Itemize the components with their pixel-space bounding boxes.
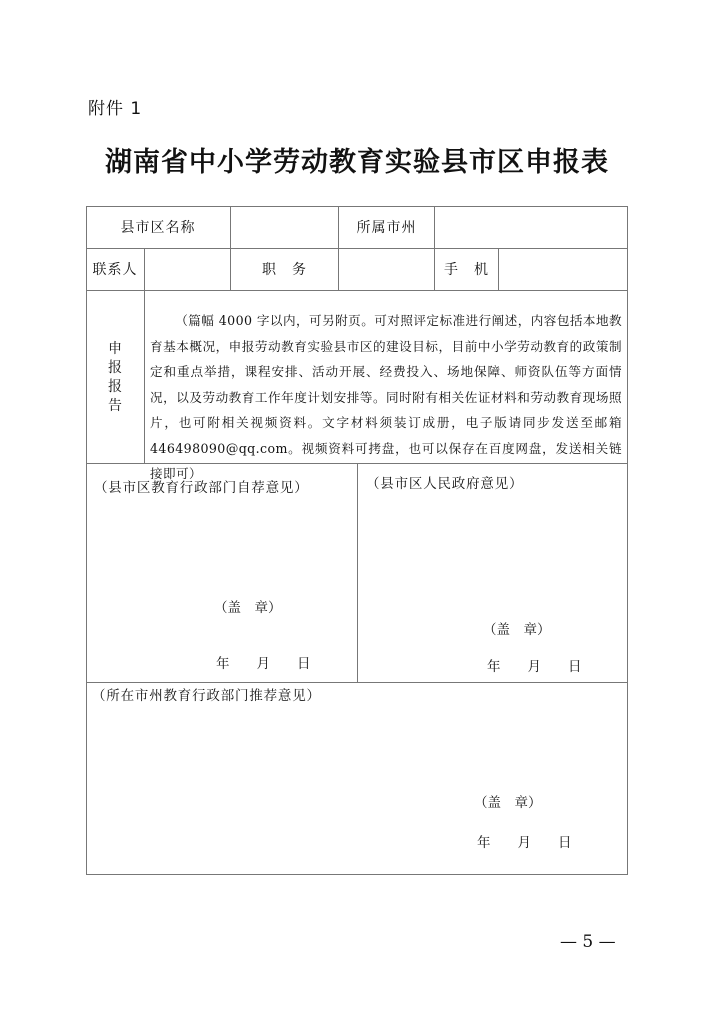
county-gov-opinion-label: （县市区人民政府意见） (366, 476, 524, 492)
report-label-char: 申 (108, 341, 122, 357)
county-gov-date: 年 月 日 (487, 659, 582, 675)
contact-field[interactable] (145, 248, 230, 290)
col-divider (357, 463, 358, 682)
row-divider (86, 290, 628, 291)
page-number: — 5 — (560, 932, 616, 952)
report-label (100, 340, 130, 416)
page-title: 湖南省中小学劳动教育实验县市区申报表 (105, 147, 609, 178)
city-edu-opinion-label: （所在市州教育行政部门推荐意见） (92, 688, 321, 704)
report-label-char: 报 (108, 379, 122, 395)
city-edu-date: 年 月 日 (477, 835, 572, 851)
city-edu-seal: （盖 章） (474, 795, 542, 811)
county-edu-date: 年 月 日 (216, 656, 311, 672)
position-label: 职 务 (262, 262, 307, 278)
phone-label: 手 机 (444, 262, 489, 278)
county-edu-opinion-label: （县市区教育行政部门自荐意见） (94, 480, 309, 496)
county-edu-seal: （盖 章） (214, 600, 282, 616)
county-name-field[interactable] (231, 206, 338, 248)
position-field[interactable] (339, 248, 434, 290)
contact-label: 联系人 (92, 262, 138, 278)
report-label-char: 报 (108, 360, 122, 376)
report-label-char: 告 (108, 398, 122, 414)
row-divider (86, 682, 628, 683)
attachment-label: 附件 1 (88, 99, 143, 119)
county-name-label: 县市区名称 (120, 220, 196, 236)
city-field[interactable] (435, 206, 628, 248)
phone-field[interactable] (499, 248, 628, 290)
county-gov-seal: （盖 章） (483, 622, 551, 638)
city-label: 所属市州 (356, 220, 417, 236)
report-instructions[interactable]: （篇幅 4000 字以内，可另附页。可对照评定标准进行阐述，内容包括本地教育基本概况，申报劳动教育实验县市区的建设目标，目前中小学劳动教育的政策制定和重点举措，课程安排、活动开展、经费投入、场地保障、师资队伍等方面情况，以及劳动教育工作年度计划安排等。同时附有相关佐证材料和劳动教育现场照片，也可附相关视频资料。文字材料须装订成册，电子版请同步发送至邮箱 446498090@qq.com。视频资料可拷盘，也可以保存在百度网盘，发送相关链接即可） (150, 313, 622, 481)
